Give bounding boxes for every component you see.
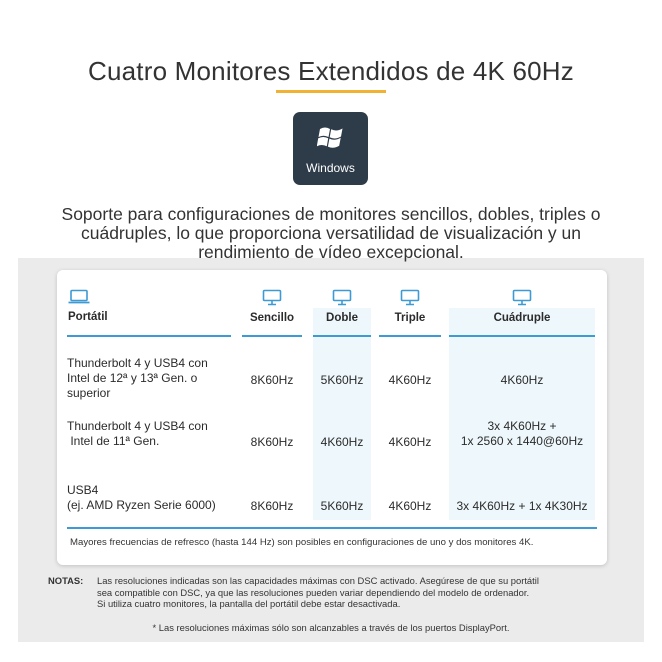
quantity-prefix: 1x — [460, 434, 477, 448]
row-2-double: 4K60Hz — [320, 435, 364, 449]
table-bottom-rule — [67, 527, 597, 529]
header-single — [242, 289, 302, 324]
row-2-laptop — [67, 419, 237, 449]
quantity-prefix: 3x — [456, 499, 473, 513]
quad-column-highlight — [449, 308, 595, 520]
header-quad-label: Cuádruple — [493, 312, 551, 324]
resolution: 4K60Hz — [472, 499, 516, 513]
notes-text — [97, 575, 617, 610]
row-2-quad — [449, 419, 595, 449]
header-triple — [379, 289, 441, 324]
notes-asterisk: * Las resoluciones máximas sólo son alcanzables a través de los puertos DisplayPort. — [152, 622, 510, 633]
row-1-double: 5K60Hz — [320, 373, 364, 387]
header-laptop-label: Portátil — [68, 311, 108, 323]
laptop-icon — [68, 289, 90, 305]
row-3-laptop — [67, 483, 237, 513]
row-3-triple: 4K60Hz — [388, 499, 432, 513]
table-footnote: Mayores frecuencias de refresco (hasta 144 Hz) son posibles en configuraciones de uno y dos monitores 4K. — [70, 537, 534, 548]
description — [40, 205, 622, 262]
header-double — [313, 289, 371, 324]
quantity-prefix: 3x — [487, 419, 504, 433]
notes-line-1: Las resoluciones indicadas son las capacidades máximas con DSC activado. Asegúrese de que su portátil — [97, 575, 539, 586]
monitor-icon — [332, 289, 352, 306]
row-2-triple: 4K60Hz — [388, 435, 432, 449]
row-2-single: 8K60Hz — [250, 435, 294, 449]
row-1-triple: 4K60Hz — [388, 373, 432, 387]
windows-label: Windows — [306, 161, 355, 175]
windows-badge — [293, 112, 368, 185]
windows-logo-icon — [317, 125, 345, 151]
header-laptop — [68, 289, 218, 323]
description-line-1: Soporte para configuraciones de monitores sencillos, dobles, triples o — [61, 204, 601, 224]
notes-line-3: Si utiliza cuatro monitores, la pantalla del portátil debe estar desactivada. — [97, 598, 401, 609]
double-column-highlight — [313, 308, 371, 520]
row-3-laptop-line: USB4 — [67, 483, 99, 497]
header-underline — [313, 335, 371, 337]
row-2-quad-line-1 — [449, 419, 595, 434]
row-3-quad — [449, 499, 595, 514]
row-1-laptop — [67, 356, 237, 401]
resolution: 2560 x 1440@60Hz — [476, 434, 584, 448]
header-underline — [67, 335, 231, 337]
compatibility-table — [57, 270, 607, 565]
row-3-double: 5K60Hz — [320, 499, 364, 513]
notes-line-2: sea compatible con DSC, ya que las resoluciones pueden variar dependiendo del modelo de ordenador. — [97, 586, 530, 598]
header-double-label: Doble — [326, 312, 358, 324]
quantity-prefix: + 1x — [515, 499, 545, 513]
row-3-single: 8K60Hz — [250, 499, 294, 513]
monitor-icon — [400, 289, 420, 306]
notes-label: NOTAS: — [48, 575, 84, 586]
description-line-3: rendimiento de vídeo excepcional. — [198, 242, 464, 262]
header-quad — [449, 289, 595, 324]
row-1-single: 8K60Hz — [250, 373, 294, 387]
header-underline — [379, 335, 441, 337]
header-underline — [242, 335, 302, 337]
resolution: 4K60Hz + — [503, 419, 557, 433]
page-title: Cuatro Monitores Extendidos de 4K 60Hz — [88, 56, 574, 86]
header-triple-label: Triple — [394, 312, 426, 324]
title-divider — [276, 90, 386, 93]
description-line-2: cuádruples, lo que proporciona versatilidad de visualización y un — [80, 223, 582, 243]
resolution: 4K30Hz — [544, 499, 588, 513]
header-single-label: Sencillo — [249, 312, 295, 324]
row-1-quad: 4K60Hz — [500, 373, 544, 387]
monitor-icon — [512, 289, 532, 306]
row-2-laptop-line: Thunderbolt 4 y USB4 con — [67, 419, 208, 433]
row-3-laptop-line: (ej. AMD Ryzen Serie 6000) — [67, 498, 216, 512]
row-2-quad-line-2 — [449, 434, 595, 449]
row-1-laptop-line: superior — [67, 386, 111, 400]
monitor-icon — [262, 289, 282, 306]
row-2-laptop-line: Intel de 11ª Gen. — [67, 434, 160, 448]
row-1-laptop-line: Thunderbolt 4 y USB4 con — [67, 356, 208, 370]
header-underline — [449, 335, 595, 337]
row-1-laptop-line: Intel de 12ª y 13ª Gen. o — [67, 371, 198, 385]
